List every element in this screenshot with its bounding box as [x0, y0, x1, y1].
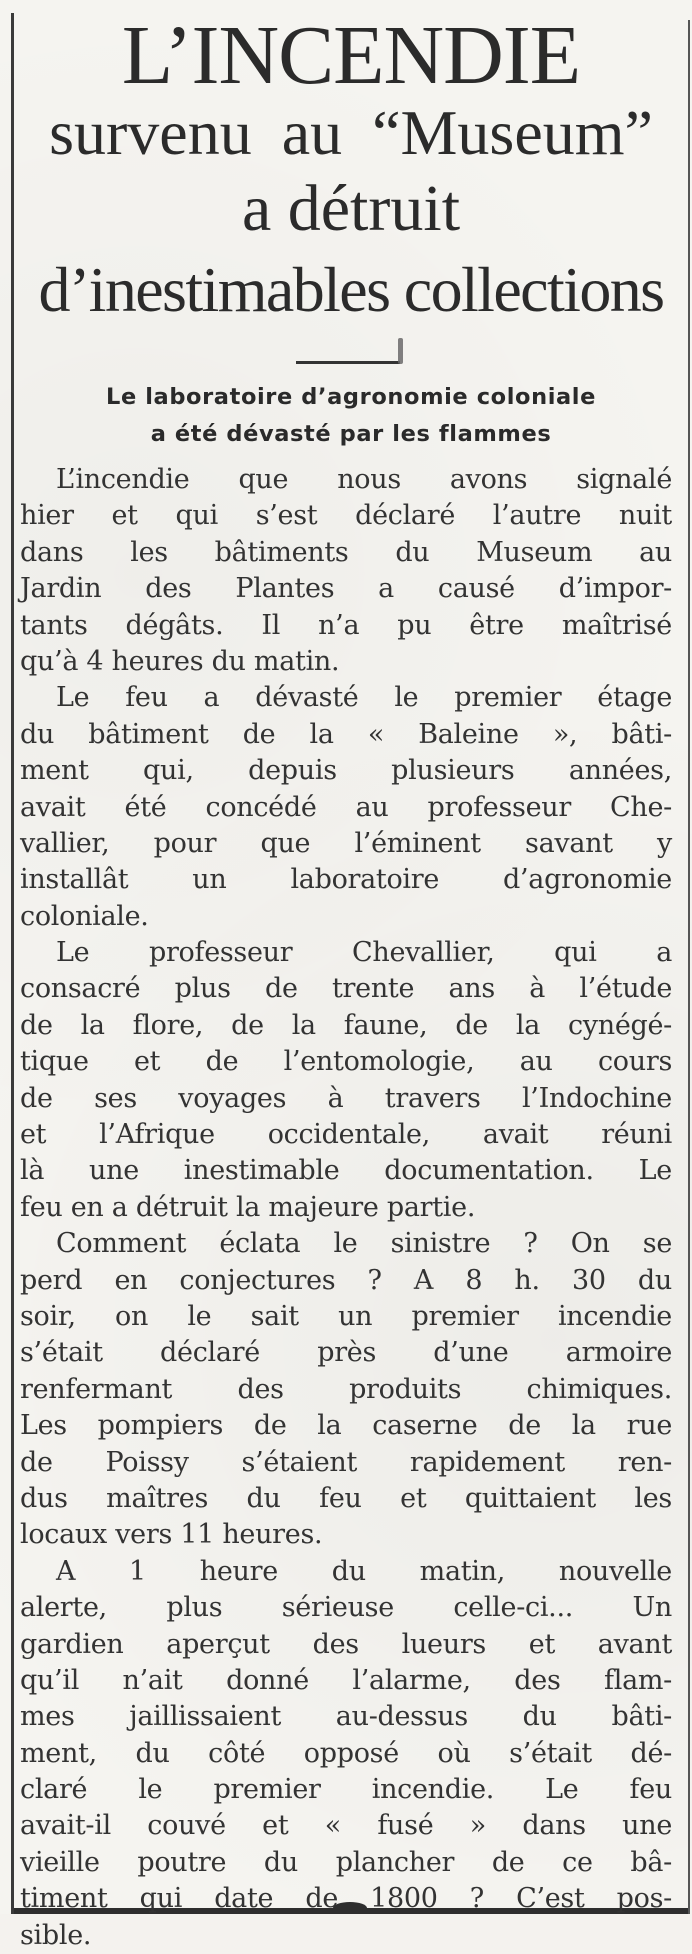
body-text-line: de Poissy s’étaient rapidement ren- [20, 1446, 672, 1478]
column-border-right [688, 20, 690, 1914]
body-text-line: qu’à 4 heures du matin. [20, 645, 340, 677]
body-text-line: A 1 heure du matin, nouvelle [56, 1555, 672, 1587]
body-text-line: vieille poutre du plancher de ce bâ- [20, 1846, 672, 1878]
body-text-line: feu en a détruit la majeure partie. [20, 1191, 476, 1223]
body-text-line: dus maîtres du feu et quittaient les [20, 1482, 672, 1514]
body-text-line: consacré plus de trente ans à l’étude [20, 973, 672, 1005]
body-text-line: tants dégâts. Il n’a pu être maîtrisé [20, 609, 672, 641]
body-text-line: timent qui date de 1800 ? C’est pos- [20, 1883, 672, 1915]
body-text-line: avait-il couvé et « fusé » dans une [20, 1810, 672, 1842]
body-text-line: dans les bâtiments du Museum au [20, 536, 672, 568]
headline-line-1: L’INCENDIE [121, 9, 581, 102]
body-text-line: avait été concédé au professeur Che- [20, 791, 672, 823]
subheadline-line-2: a été dévasté par les flammes [150, 421, 552, 447]
headline-line-2: survenu au “Museum” [49, 97, 653, 168]
body-text-line: coloniale. [20, 900, 149, 932]
body-text-line: vallier, pour que l’éminent savant y [20, 827, 672, 859]
body-text-line: locaux vers 11 heures. [20, 1519, 323, 1551]
body-text-line: perd en conjectures ? A 8 h. 30 du [20, 1264, 672, 1296]
body-text-line: Comment éclata le sinistre ? On se [56, 1228, 672, 1260]
body-text-line: claré le premier incendie. Le feu [20, 1774, 672, 1806]
body-text-line: Le feu a dévasté le premier étage [56, 682, 672, 714]
body-text-line: ment qui, depuis plusieurs années, [20, 755, 672, 787]
headline-line-4: d’inestimables collections [38, 254, 664, 325]
body-text-line: renfermant des produits chimiques. [20, 1373, 672, 1405]
body-text-line: tique et de l’entomologie, au cours [20, 1046, 672, 1078]
body-text-line: Le professeur Chevallier, qui a [56, 937, 672, 969]
body-text-line: gardien aperçut des lueurs et avant [20, 1628, 672, 1660]
body-text-line: là une inestimable documentation. Le [20, 1155, 672, 1187]
article-body [20, 462, 672, 1954]
body-text-line: installât un laboratoire d’agronomie [20, 864, 672, 896]
body-text-line: et l’Afrique occidentale, avait réuni [20, 1119, 672, 1151]
body-text-line: soir, on le sait un premier incendie [20, 1300, 672, 1332]
body-text-line: s’était déclaré près d’une armoire [20, 1337, 672, 1369]
separator-ink-mark [398, 338, 403, 364]
body-text-line: ment, du côté opposé où s’était dé- [20, 1737, 672, 1769]
body-text-line: hier et qui s’est déclaré l’autre nuit [20, 500, 672, 532]
body-text-line: de la flore, de la faune, de la cynégé- [20, 1009, 672, 1041]
headline-line-3: a détruit [241, 172, 461, 245]
body-text-line: qu’il n’ait donné l’alarme, des flam- [20, 1664, 672, 1696]
body-text-line: alerte, plus sérieuse celle-ci... Un [20, 1592, 672, 1624]
headline-separator-rule [296, 361, 400, 364]
body-text-line: Jardin des Plantes a causé d’impor- [20, 573, 672, 605]
body-text-line: Les pompiers de la caserne de la rue [20, 1410, 672, 1442]
body-text-line: du bâtiment de la « Baleine », bâti- [20, 718, 672, 750]
subheadline-line-1: Le laboratoire d’agronomie coloniale [106, 384, 596, 410]
body-text-line: sible. [20, 1919, 92, 1951]
body-text-line: L’incendie que nous avons signalé [56, 464, 672, 495]
body-text-line: de ses voyages à travers l’Indochine [20, 1082, 672, 1114]
body-text-line: mes jaillissaient au-dessus du bâti- [20, 1701, 672, 1733]
